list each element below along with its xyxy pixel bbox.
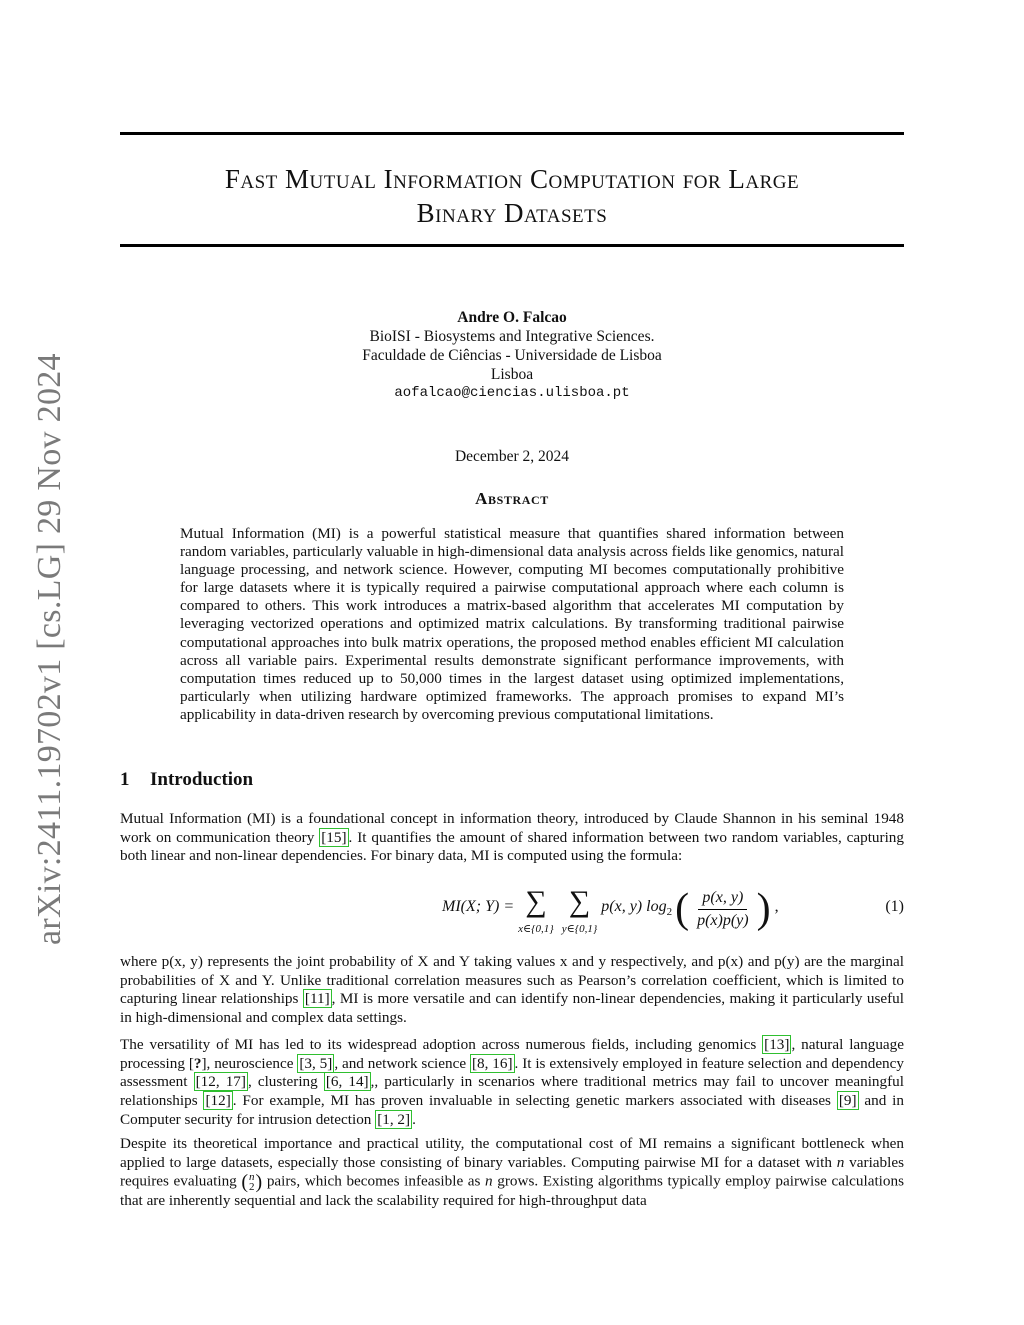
citation-link[interactable]: [1, 2]: [377, 1110, 411, 1128]
citation-link[interactable]: [3, 5]: [299, 1054, 333, 1072]
citation-link[interactable]: [12]: [205, 1092, 231, 1110]
intro-paragraph-1: Mutual Information (MI) is a foundational concept in information theory, introduced by Claude Shannon in his seminal 1948 work on communication theory [15] . It quantifies the amount of shared information between two random variables, capturing both linear and non-linear dependencies. For binary data, MI is computed using the formula:: [120, 810, 904, 865]
intro-paragraph-2: where p(x, y) represents the joint probability of X and Y taking values x and y respectively, and p(x) and p(y) are the marginal probabilities of X and Y. Unlike traditional correlation measures such as Pearson’s correlation coefficient, which is limited to capturing linear relationships [11] , MI is more versatile and can identify non-linear dependencies, making it particularly useful in high-dimensional and complex data settings.: [120, 953, 904, 1027]
citation-link[interactable]: [12, 17]: [195, 1073, 246, 1091]
arxiv-identifier: arXiv:2411.19702v1 [cs.LG] 29 Nov 2024: [31, 353, 68, 945]
equation-lhs: MI(X; Y) =: [442, 898, 515, 915]
equation-1: [120, 884, 904, 944]
intro-paragraph-4: Despite its theoretical importance and practical utility, the computational cost of MI remains a significant bottleneck when applied to large datasets, especially those consisting of binary variables. Computing pairwise MI for a dataset with n variables requires evaluating ( n 2 ) pairs, which becomes infeasible as n grows. Existing algorithms typically employ pairwise calculations that are inherently sequential and lack the scalability required for high-throughput data: [120, 1135, 904, 1210]
author-name: Andre O. Falcao: [457, 309, 567, 326]
author-affiliation-1: BioISI - Biosystems and Integrative Sciences.: [369, 328, 655, 345]
author-city: Lisboa: [490, 366, 534, 383]
intro-paragraph-3: The versatility of MI has led to its widespread adoption across numerous fields, including genomics [13] , natural language processing [?], neuroscience [3, 5] , and network science [8, 16] . It is extensively employed in feature selection and dependency assessment [12, 17] , clustering [6, 14] ,, particularly in scenarios where traditional metrics may fail to uncover meaningful relationships [12] . For example, MI has proven invaluable in selecting genetic markers associated with diseases [9] and in Computer security for intrusion detection [1, 2] .: [120, 1036, 905, 1128]
citation-link[interactable]: [13]: [764, 1036, 790, 1053]
author-email[interactable]: aofalcao@ciencias.ulisboa.pt: [394, 385, 630, 401]
fraction-numerator: p(x, y): [698, 889, 747, 910]
summation-x-limit: x∈{0,1}: [518, 923, 554, 935]
equation-number: (1): [885, 898, 904, 915]
title-rule-bottom: [120, 244, 904, 247]
citation-link[interactable]: [11]: [304, 990, 330, 1008]
title-line-1: Fast Mutual Information Computation for Large: [224, 164, 800, 194]
summation-y-limit: y∈{0,1}: [561, 923, 598, 935]
paper-date: December 2, 2024: [454, 448, 570, 465]
title-line-2: Binary Datasets: [416, 198, 608, 228]
abstract-heading: Abstract: [475, 489, 549, 508]
section-number: 1: [120, 769, 130, 790]
abstract-text: Mutual Information (MI) is a powerful statistical measure that quantifies shared information between random variables, particularly valuable in high-dimensional data analysis across fields like genomics, natural language processing, and network science. However, computing MI becomes computationally prohibitive for large datasets where it is typically required a pairwise computational approach where each column is compared to others. This work introduces a matrix-based algorithm that accelerates MI computation by leveraging vectorized operations and optimized matrix calculations. By transforming traditional pairwise computational approaches into bulk matrix operations, the proposed method enables efficient MI calculation across all variable pairs. Experimental results demonstrate significant performance improvements, with computation times reduced up to 50,000 times in the largest dataset using optimized implementations, particularly when utilizing hardware optimized frameworks. The approach promises to expand MI’s applicability in data-driven research by overcoming previous computational limitations.: [180, 525, 844, 723]
citation-link[interactable]: [15]: [321, 828, 347, 846]
section-heading: [120, 769, 253, 791]
section-title: Introduction: [150, 769, 254, 790]
citation-link[interactable]: [9]: [838, 1092, 857, 1110]
summation-x: ∑ x∈{0,1}: [518, 885, 554, 935]
citation-link[interactable]: [6, 14]: [325, 1073, 369, 1091]
equation-fraction: ( $\frac{p(x, y)}{p(x)p(y)}$ ): [675, 886, 771, 932]
binomial-coefficient: ( n 2 ): [241, 1171, 263, 1194]
equation-term: p(x, y) $\log_2$: [601, 898, 673, 919]
author-affiliation-2: Faculdade de Ciências - Universidade de Lisboa: [362, 347, 662, 364]
summation-y: ∑ y∈{0,1}: [561, 885, 598, 935]
author-block: [300, 308, 724, 403]
citation-link[interactable]: [8, 16]: [471, 1054, 513, 1072]
paper-title: [120, 162, 904, 230]
title-rule-top: [120, 132, 904, 135]
fraction-denominator: p(x)p(y): [697, 911, 749, 929]
equation-body: MI(X; Y) = ∑ x∈{0,1} ∑ y∈{0,1} p(x, y) $\log_2$ ( $\frac{p(x, y)}{p(x)p(y)}$ ) ,: [442, 885, 779, 935]
